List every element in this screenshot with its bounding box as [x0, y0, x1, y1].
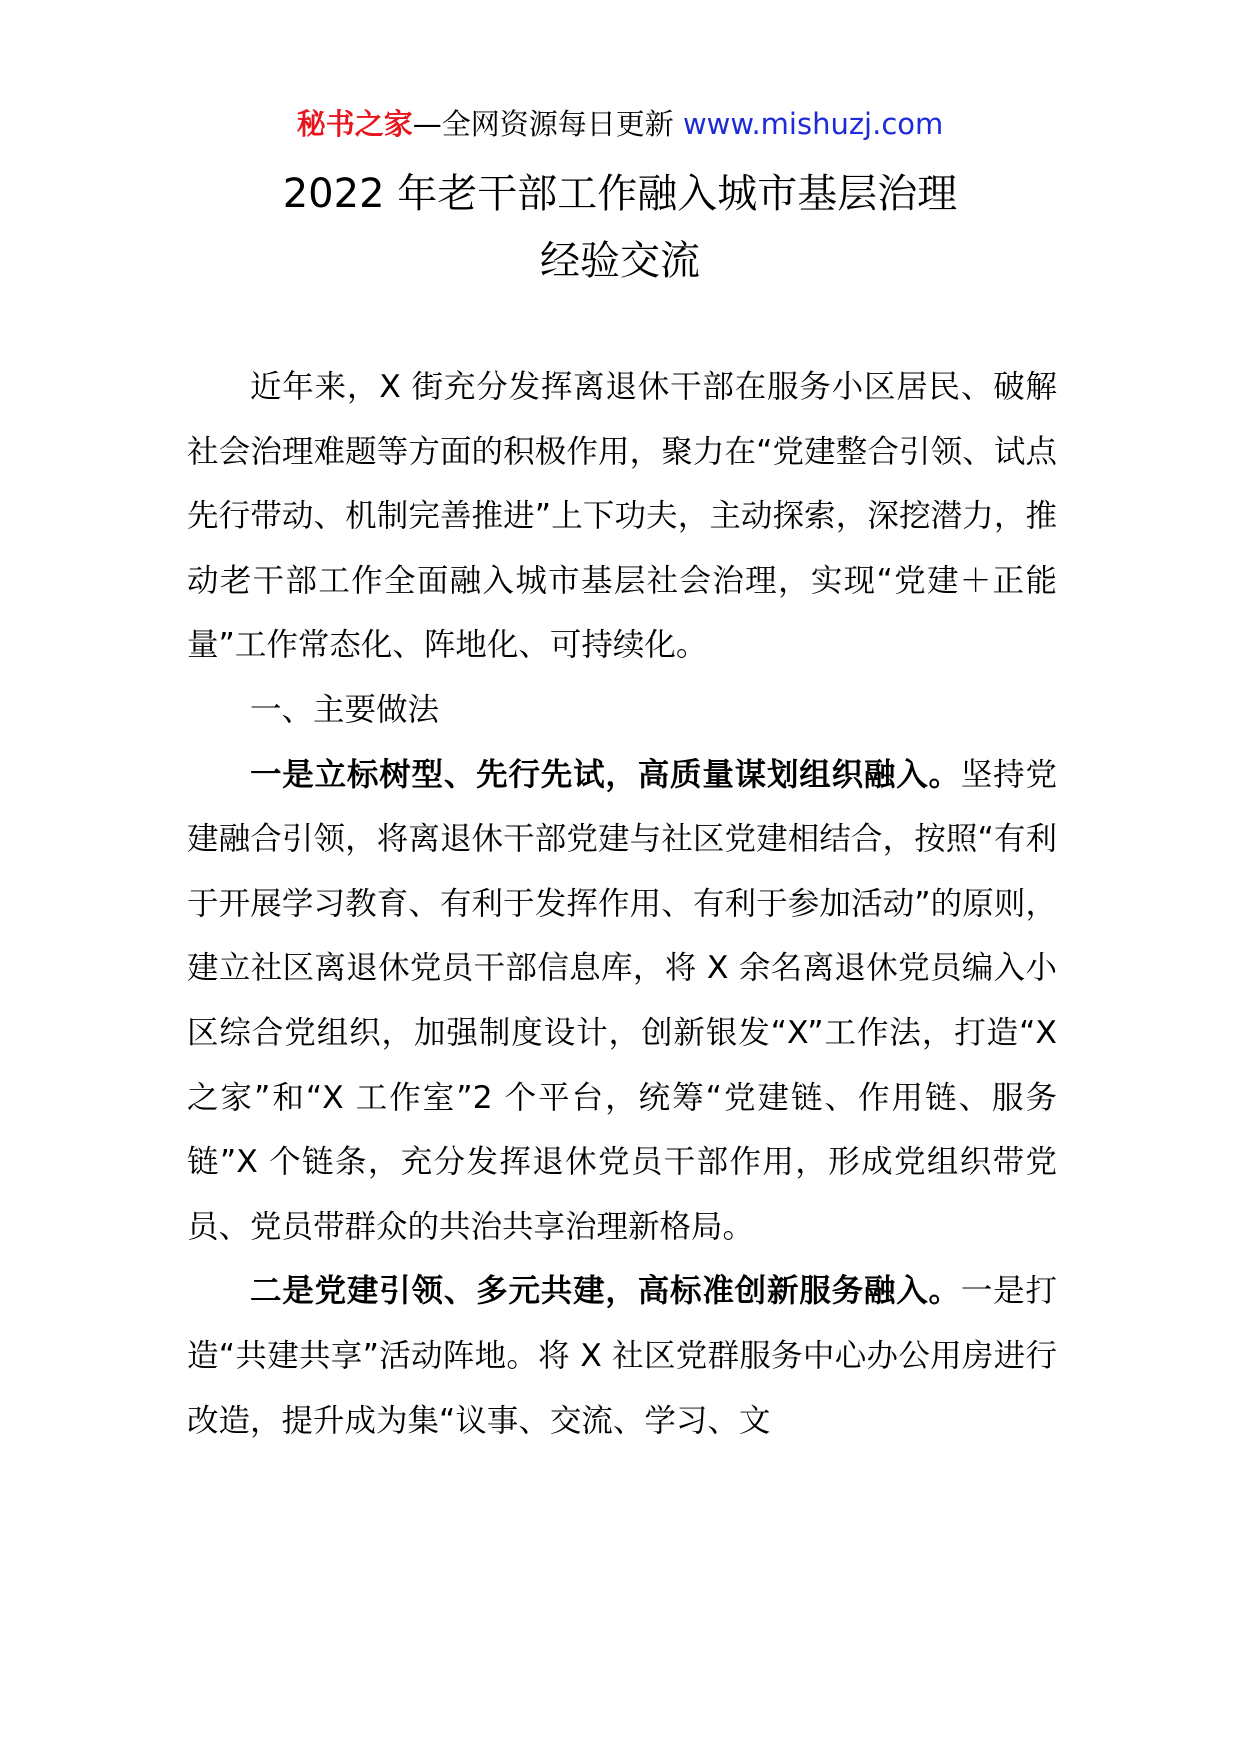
document-title-line-2: 经验交流 [540, 238, 700, 284]
paragraph-1 [187, 743, 1057, 1260]
paragraph-1-lead: 一是立标树型、先行先试，高质量谋划组织融入。 [250, 756, 961, 793]
site-header [0, 104, 1240, 144]
paragraph-2-lead: 二是党建引领、多元共建，高标准创新服务融入。 [250, 1273, 961, 1310]
paragraph-2 [187, 1259, 1057, 1453]
paragraph-1-text: 坚持党建融合引领，将离退休干部党建与社区党建相结合，按照“有利于开展学习教育、有利于发挥作用、有利于参加活动”的原则，建立社区离退休党员干部信息库，将 X 余名离退休党员编入小区综合党组织，加强制度设计，创新银发“X”工作法，打造“X 之家”和“X 工作室”2 个平台，统筹“党建链、作用链、服务链”X 个链条，充分发挥退休党员干部作用，形成党组织带党员、党员带群众的共治共享治理新格局。 [187, 756, 1057, 1245]
intro-paragraph: 近年来，X 街充分发挥离退休干部在服务小区居民、破解社会治理难题等方面的积极作用，聚力在“党建整合引领、试点先行带动、机制完善推进”上下功夫，主动探索，深挖潜力，推动老干部工作全面融入城市基层社会治理，实现“党建＋正能量”工作常态化、阵地化、可持续化。 [187, 369, 1057, 664]
header-slogan: —全网资源每日更新 [412, 107, 674, 141]
document-body [187, 355, 1057, 1453]
paragraph-2-text: 一是打造“共建共享”活动阵地。将 X 社区党群服务中心办公用房进行改造，提升成为集“议事、交流、学习、文 [187, 1273, 1057, 1439]
document-title-line-1: 2022 年老干部工作融入城市基层治理 [282, 171, 958, 217]
site-url-link[interactable]: www.mishuzj.com [682, 107, 944, 141]
brand-name: 秘书之家 [296, 107, 413, 141]
section-heading: 一、主要做法 [250, 691, 440, 728]
